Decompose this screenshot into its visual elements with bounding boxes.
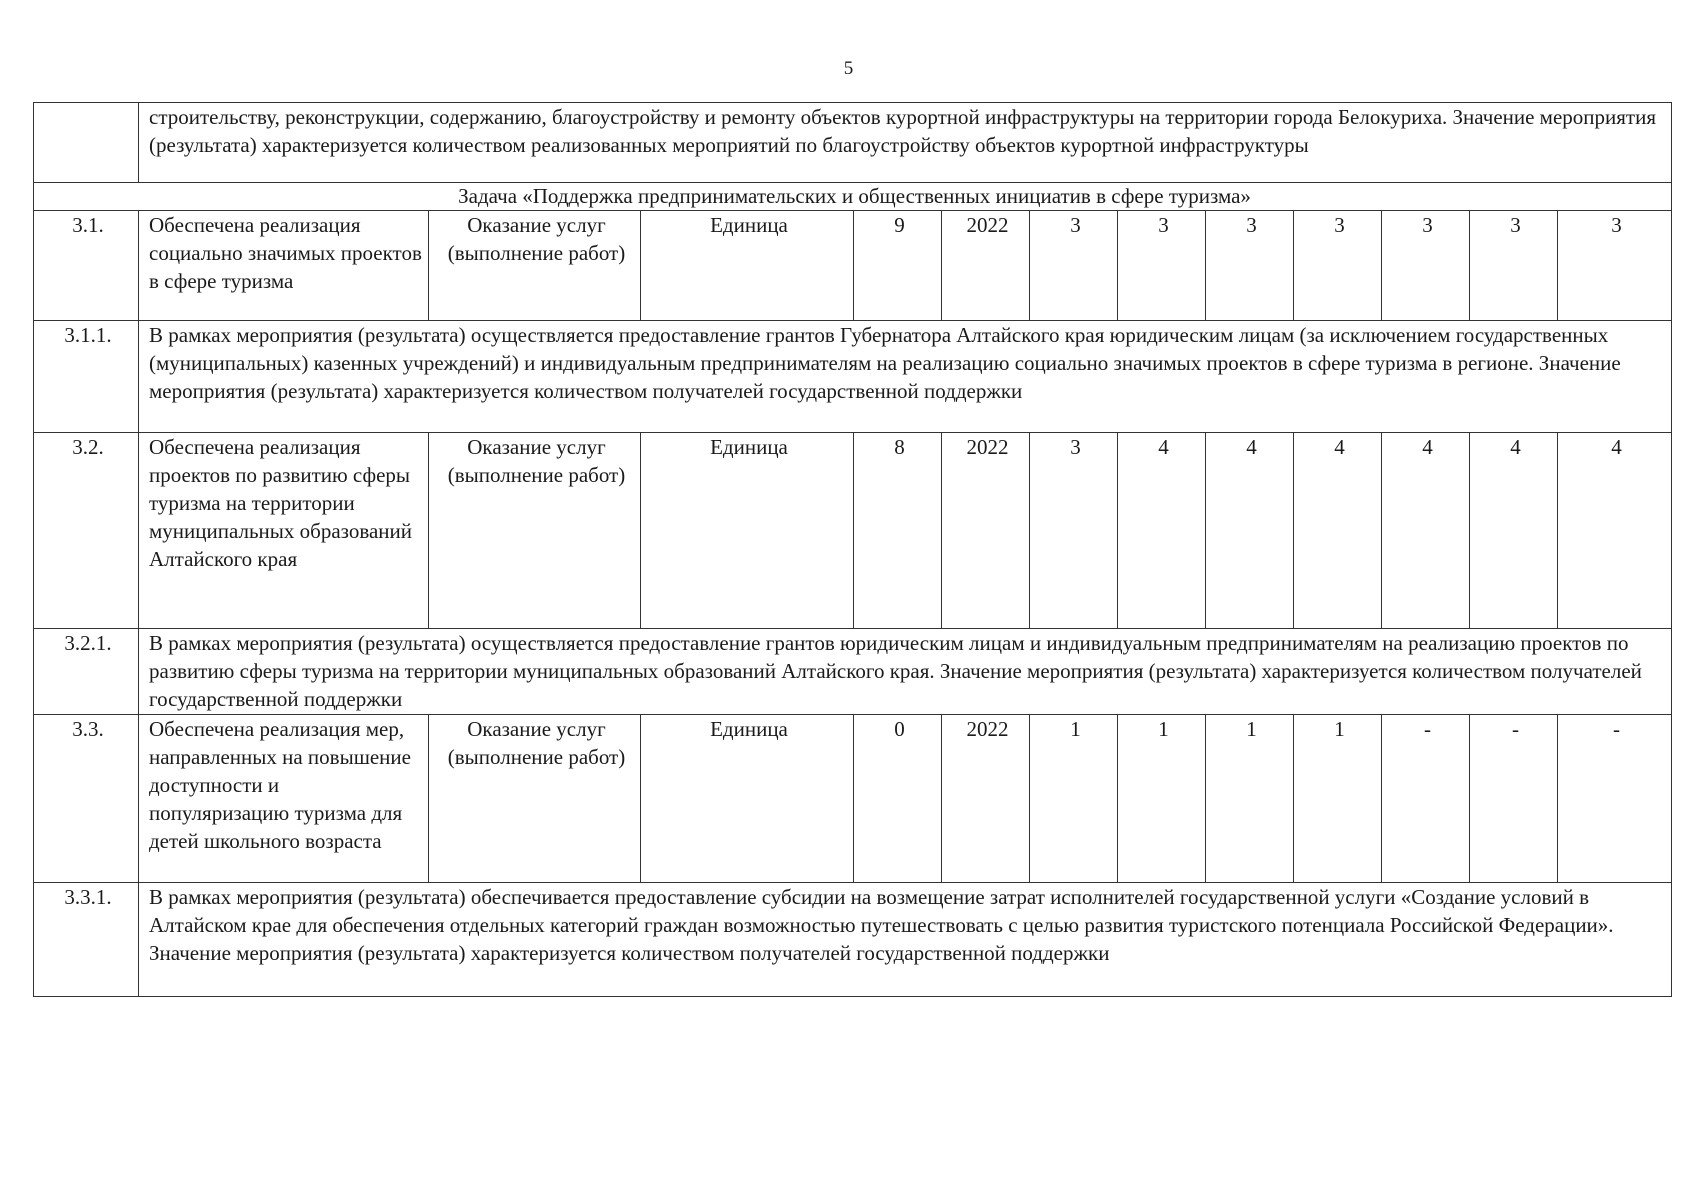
- unit: Единица: [641, 715, 854, 883]
- base-value: 8: [854, 433, 942, 629]
- row-number: 3.2.: [34, 433, 139, 629]
- year-value: 4: [1294, 433, 1382, 629]
- year-value: 4: [1558, 433, 1672, 629]
- row-number: 3.3.: [34, 715, 139, 883]
- base-year: 2022: [942, 715, 1030, 883]
- year-value: 3: [1382, 211, 1470, 321]
- task-heading-row: [34, 183, 1672, 211]
- base-value: 9: [854, 211, 942, 321]
- base-year: 2022: [942, 433, 1030, 629]
- year-value: 4: [1118, 433, 1206, 629]
- detail-text: В рамках мероприятия (результата) осуществляется предоставление грантов Губернатора Алтайского края юридическим лицам (за исключением государственных (муниципальных) казенных учреждений) и индивидуальным предпринимателям на реализацию социально значимых проектов в сфере туризма в регионе. Значение мероприятия (результата) характеризуется количеством получателей государственной поддержки: [139, 321, 1672, 433]
- table-row: [34, 715, 1672, 883]
- row-number: 3.1.: [34, 211, 139, 321]
- detail-text: В рамках мероприятия (результата) осуществляется предоставление грантов юридическим лицам и индивидуальным предпринимателям на реализацию проектов по развитию сферы туризма на территории муниципальных образований Алтайского края. Значение мероприятия (результата) характеризуется количеством получателей государственной поддержки: [139, 629, 1672, 715]
- result-type: Оказание услуг (выполнение работ): [429, 211, 641, 321]
- year-value: -: [1470, 715, 1558, 883]
- year-value: 1: [1206, 715, 1294, 883]
- detail-text: В рамках мероприятия (результата) обеспечивается предоставление субсидии на возмещение затрат исполнителей государственной услуги «Создание условий в Алтайском крае для обеспечения отдельных категорий граждан возможностью путешествовать с целью развития туристского потенциала Российской Федерации». Значение мероприятия (результата) характеризуется количеством получателей государственной поддержки: [139, 883, 1672, 997]
- result-name: Обеспечена реализация социально значимых проектов в сфере туризма: [139, 211, 429, 321]
- year-value: 3: [1558, 211, 1672, 321]
- year-value: 4: [1206, 433, 1294, 629]
- task-heading: Задача «Поддержка предпринимательских и общественных инициатив в сфере туризма»: [34, 183, 1672, 211]
- year-value: 3: [1118, 211, 1206, 321]
- year-value: 3: [1030, 211, 1118, 321]
- result-type: Оказание услуг (выполнение работ): [429, 433, 641, 629]
- detail-row: [34, 629, 1672, 715]
- continuation-text: строительству, реконструкции, содержанию, благоустройству и ремонту объектов курортной инфраструктуры на территории города Белокуриха. Значение мероприятия (результата) характеризуется количеством реализованных мероприятий по благоустройству объектов курортной инфраструктуры: [139, 103, 1672, 183]
- result-type: Оказание услуг (выполнение работ): [429, 715, 641, 883]
- table-row: [34, 433, 1672, 629]
- detail-number: 3.1.1.: [34, 321, 139, 433]
- year-value: 4: [1470, 433, 1558, 629]
- continuation-row: [34, 103, 1672, 183]
- detail-row: [34, 883, 1672, 997]
- unit: Единица: [641, 433, 854, 629]
- year-value: 1: [1118, 715, 1206, 883]
- year-value: 4: [1382, 433, 1470, 629]
- result-name: Обеспечена реализация мер, направленных на повышение доступности и популяризацию туризма для детей школьного возраста: [139, 715, 429, 883]
- year-value: -: [1382, 715, 1470, 883]
- base-value: 0: [854, 715, 942, 883]
- year-value: 3: [1030, 433, 1118, 629]
- base-year: 2022: [942, 211, 1030, 321]
- detail-row: [34, 321, 1672, 433]
- unit: Единица: [641, 211, 854, 321]
- table-row: [34, 211, 1672, 321]
- year-value: 3: [1206, 211, 1294, 321]
- year-value: 1: [1030, 715, 1118, 883]
- detail-number: 3.2.1.: [34, 629, 139, 715]
- result-name: Обеспечена реализация проектов по развитию сферы туризма на территории муниципальных образований Алтайского края: [139, 433, 429, 629]
- page-number: 5: [843, 58, 854, 79]
- year-value: -: [1558, 715, 1672, 883]
- year-value: 3: [1294, 211, 1382, 321]
- year-value: 3: [1470, 211, 1558, 321]
- results-table: [33, 102, 1672, 997]
- year-value: 1: [1294, 715, 1382, 883]
- detail-number: 3.3.1.: [34, 883, 139, 997]
